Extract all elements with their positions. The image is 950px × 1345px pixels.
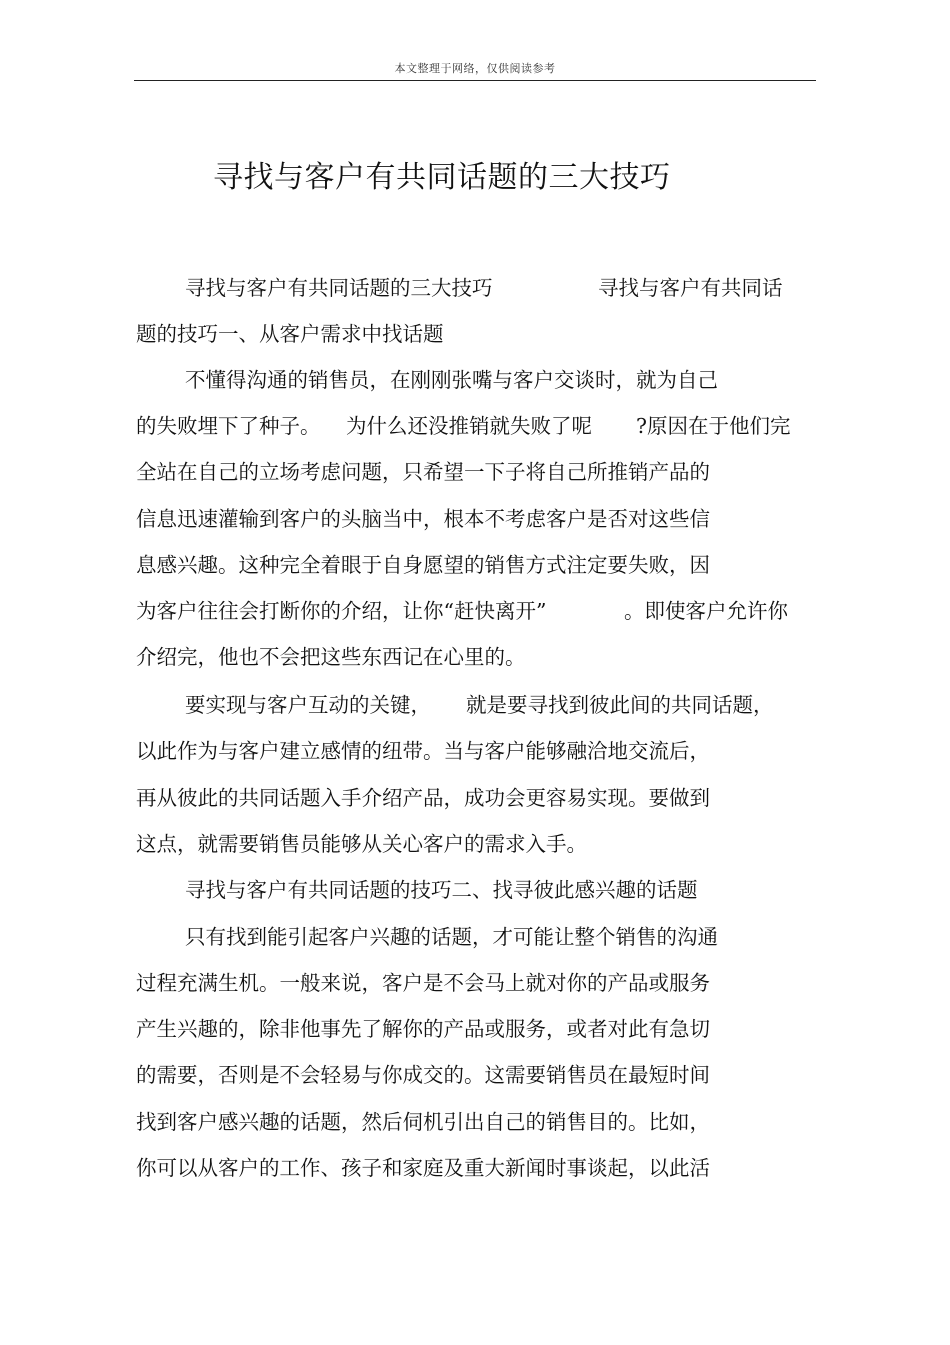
body-line: 为客户往往会打断你的介绍，让你“赶快离开”: [136, 599, 547, 623]
body-line: 过程充满生机。一般来说，客户是不会马上就对你的产品或服务: [136, 971, 710, 995]
body-line: 寻找与客户有共同话: [598, 276, 783, 300]
body-line: 找到客户感兴趣的话题，然后伺机引出自己的销售目的。比如，: [136, 1110, 710, 1134]
body-line: 的失败埋下了种子。: [136, 414, 321, 438]
body-line: 再从彼此的共同话题入手介绍产品，成功会更容易实现。要做到: [136, 786, 710, 810]
document-title: 寻找与客户有共同话题的三大技巧: [213, 160, 671, 195]
body-line: 的需要，否则是不会轻易与你成交的。这需要销售员在最短时间: [136, 1063, 710, 1087]
body-line: 信息迅速灌输到客户的头脑当中，根本不考虑客户是否对这些信: [136, 507, 710, 531]
body-line: 息感兴趣。这种完全着眼于自身愿望的销售方式注定要失败，因: [136, 553, 710, 577]
body-line: 。即使客户允许你: [624, 599, 788, 623]
body-line: 以此作为与客户建立感情的纽带。当与客户能够融洽地交流后，: [136, 739, 710, 763]
body-line: 为什么还没推销就失败了呢: [346, 414, 592, 438]
body-line: 产生兴趣的，除非他事先了解你的产品或服务，或者对此有急切: [136, 1017, 710, 1041]
body-line: 题的技巧一、从客户需求中找话题: [136, 322, 444, 346]
body-line: 你可以从客户的工作、孩子和家庭及重大新闻时事谈起，以此活: [136, 1156, 710, 1180]
header-divider: [134, 80, 816, 81]
header-note: 本文整理于网络，仅供阅读参考: [394, 62, 556, 75]
body-line: 这点，就需要销售员能够从关心客户的需求入手。: [136, 832, 587, 856]
body-line: 只有找到能引起客户兴趣的话题，才可能让整个销售的沟通: [185, 925, 718, 949]
body-line: ?原因在于他们完: [636, 414, 791, 438]
body-line: 要实现与客户互动的关键，: [185, 693, 431, 717]
body-line: 不懂得沟通的销售员，在刚刚张嘴与客户交谈时，就为自己: [185, 368, 718, 392]
body-line: 寻找与客户有共同话题的三大技巧: [185, 276, 493, 300]
body-line: 介绍完，他也不会把这些东西记在心里的。: [136, 645, 526, 669]
body-line: 就是要寻找到彼此间的共同话题，: [466, 693, 774, 717]
body-line: 全站在自己的立场考虑问题，只希望一下子将自己所推销产品的: [136, 460, 710, 484]
body-line: 寻找与客户有共同话题的技巧二、找寻彼此感兴趣的话题: [185, 878, 698, 902]
